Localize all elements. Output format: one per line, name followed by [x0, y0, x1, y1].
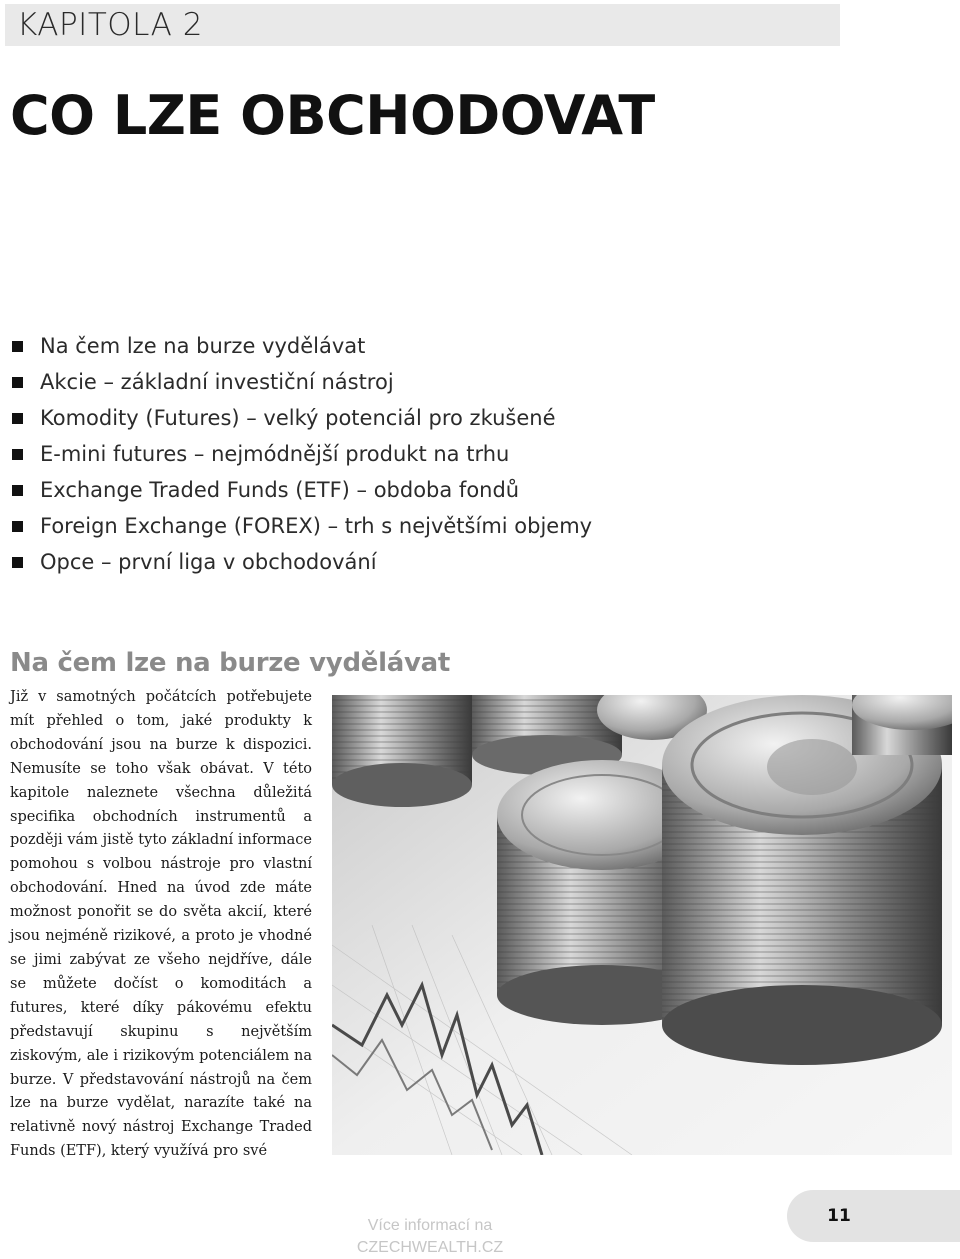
footer-line-1: Více informací na [367, 1217, 493, 1234]
page-number-tab [787, 1190, 960, 1242]
square-bullet-icon [12, 341, 23, 352]
page-number: 11 [827, 1206, 851, 1226]
list-item-label: Exchange Traded Funds (ETF) – obdoba fondů [40, 478, 520, 502]
list-item [12, 544, 592, 580]
chapter-label: KAPITOLA 2 [17, 7, 203, 43]
coins-chart-photo [332, 695, 952, 1155]
square-bullet-icon [12, 485, 23, 496]
body-paragraph: Již v samotných počátcích potřebujete mít přehled o tom, jaké produkty k obchodování jsou na burze k dispozici. Nemusíte se toho však obávat. V této kapitole naleznete všechna důležitá specifika obchodních instrumentů a později vám jistě tyto základní informace pomohou s volbou nástroje pro vlastní obchodování. Hned na úvod zde máte možnost ponořit se do světa akcií, které jsou nejméně rizikové, a proto je vhodné se jimi zabývat ze všeho nejdříve, dále se můžete dočíst o komoditách a futures, které díky pákovému efektu představují skupinu s největším ziskovým, ale i rizikovým potenciálem na burze. V představování nástrojů na čem lze na burze vydělat, narazíte také na relativně nový nástroj Exchange Traded Funds (ETF), který využívá pro své [10, 689, 312, 1160]
section-heading: Na čem lze na burze vydělávat [10, 648, 450, 678]
list-item [12, 364, 592, 400]
coin-stack-right [852, 695, 952, 755]
coins-illustration [332, 695, 952, 1155]
square-bullet-icon [12, 413, 23, 424]
page-title: CO LZE OBCHODOVAT [10, 84, 655, 147]
list-item-label: Akcie – základní investiční nástroj [40, 370, 394, 394]
square-bullet-icon [12, 449, 23, 460]
footer-line-2: CZECHWEALTH.CZ [356, 1239, 504, 1256]
square-bullet-icon [12, 521, 23, 532]
chapter-header-bar [5, 4, 840, 46]
list-item-label: Na čem lze na burze vydělávat [40, 334, 366, 358]
list-item [12, 472, 592, 508]
square-bullet-icon [12, 377, 23, 388]
list-item-label: Foreign Exchange (FOREX) – trh s největšími objemy [40, 514, 593, 538]
list-item-label: E-mini futures – nejmódnější produkt na trhu [40, 442, 510, 466]
list-item-label: Komodity (Futures) – velký potenciál pro zkušené [40, 406, 556, 430]
list-item [12, 508, 592, 544]
chapter-contents-list [12, 328, 592, 580]
list-item-label: Opce – první liga v obchodování [40, 550, 377, 574]
list-item [12, 400, 592, 436]
square-bullet-icon [12, 557, 23, 568]
list-item [12, 328, 592, 364]
footer-more-info-link[interactable] [345, 1215, 515, 1259]
list-item [12, 436, 592, 472]
